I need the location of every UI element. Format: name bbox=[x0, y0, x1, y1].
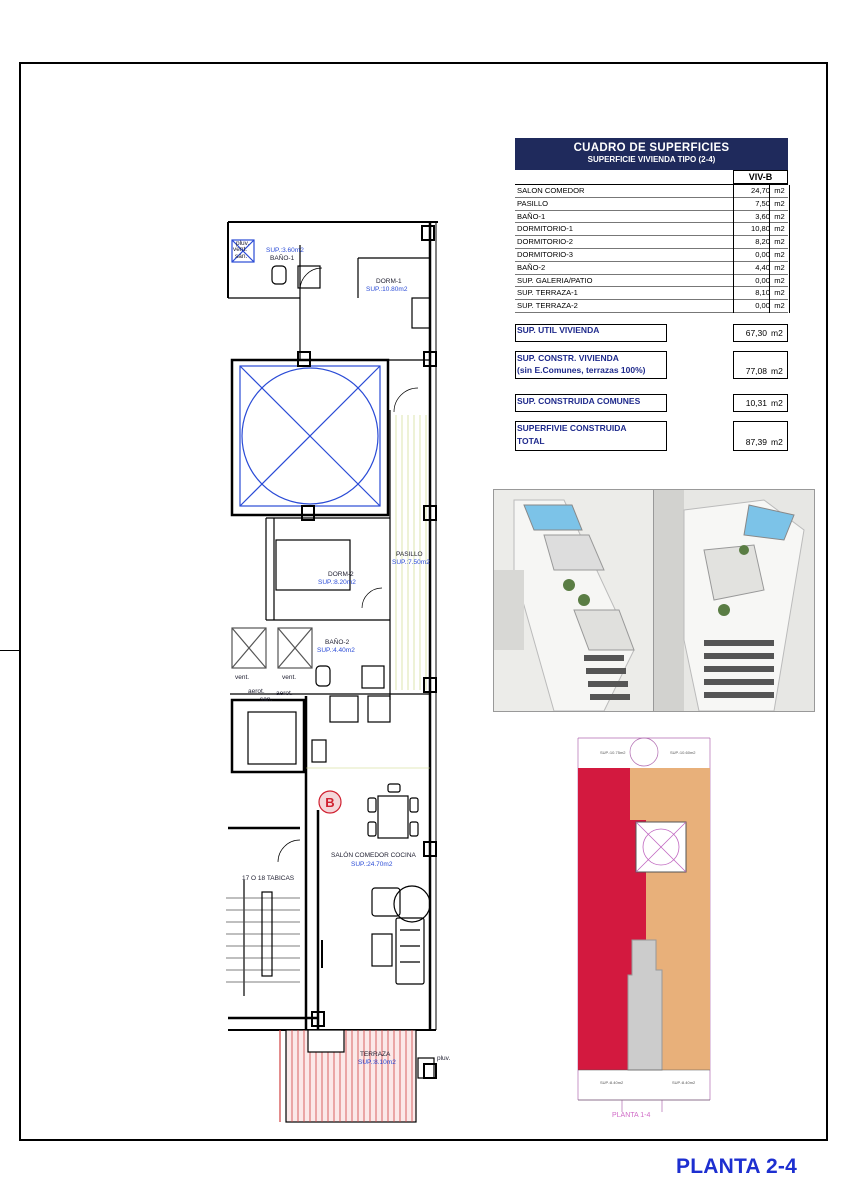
row-value: 10,80 bbox=[733, 223, 770, 236]
constr-value: 77,08 bbox=[745, 366, 767, 376]
table-title: CUADRO DE SUPERFICIES bbox=[573, 142, 730, 154]
row-label: BAÑO-1 bbox=[517, 211, 546, 221]
salon-label: SALÓN COMEDOR COCINA bbox=[331, 852, 416, 859]
san-label-1: san. bbox=[235, 253, 248, 260]
row-value: 4,40 bbox=[733, 262, 770, 275]
total-unit: m2 bbox=[771, 437, 783, 447]
row-label: DORMITORIO-3 bbox=[517, 249, 573, 259]
aerot-label-2: aerot. bbox=[276, 690, 293, 697]
keyplan-tiny-1: SUP.:10.75m2 bbox=[600, 750, 626, 755]
bano2-area: SUP.:4.40m2 bbox=[317, 647, 355, 654]
page-title: PLANTA 2-4 bbox=[676, 1155, 798, 1178]
dorm1-label: DORM-1 bbox=[376, 278, 402, 285]
keyplan-label: PLANTA 1-4 bbox=[612, 1112, 651, 1119]
constr-label-1: SUP. CONSTR. VIVIENDA bbox=[517, 353, 619, 363]
vent-label-3: vent. bbox=[282, 674, 297, 681]
row-unit: m2 bbox=[769, 211, 790, 224]
row-label: DORMITORIO-1 bbox=[517, 224, 573, 234]
dorm2-area: SUP.:8.20m2 bbox=[318, 579, 356, 586]
row-unit: m2 bbox=[769, 287, 790, 300]
row-value: 8,10 bbox=[733, 287, 770, 300]
dorm2-label: DORM-2 bbox=[328, 571, 354, 578]
pasillo-label: PASILLO bbox=[396, 551, 423, 558]
keyplan-tiny-3: SUP.:8.40m2 bbox=[600, 1080, 624, 1085]
vent-label-1: vent. bbox=[233, 246, 248, 253]
row-value: 0,00 bbox=[733, 249, 770, 262]
comunes-unit: m2 bbox=[771, 398, 783, 408]
util-value: 67,30 bbox=[745, 328, 767, 338]
util-label: SUP. UTIL VIVIENDA bbox=[517, 325, 600, 335]
comunes-label: SUP. CONSTRUIDA COMUNES bbox=[517, 396, 641, 406]
bano2-label: BAÑO-2 bbox=[325, 639, 350, 646]
row-unit: m2 bbox=[769, 198, 790, 211]
pasillo-area: SUP.:7.50m2 bbox=[392, 559, 430, 566]
row-value: 0,00 bbox=[733, 275, 770, 288]
san-label-2: san. bbox=[260, 696, 273, 703]
keyplan-tiny-2: SUP.:10.60m2 bbox=[670, 750, 696, 755]
row-label: PASILLO bbox=[517, 198, 549, 208]
row-unit: m2 bbox=[769, 249, 790, 262]
total-label-1: SUPERFIVIE CONSTRUIDA bbox=[517, 423, 627, 433]
salon-area: SUP.:24.70m2 bbox=[351, 861, 393, 868]
row-value: 8,20 bbox=[733, 236, 770, 249]
row-unit: m2 bbox=[769, 300, 790, 313]
row-unit: m2 bbox=[769, 275, 790, 288]
comunes-value: 10,31 bbox=[745, 398, 767, 408]
row-label: DORMITORIO-2 bbox=[517, 237, 573, 247]
terraza-area: SUP.:8.10m2 bbox=[358, 1059, 396, 1066]
constr-label-2: (sin E.Comunes, terrazas 100%) bbox=[517, 365, 646, 375]
row-value: 3,60 bbox=[733, 211, 770, 224]
row-label: BAÑO-2 bbox=[517, 262, 546, 272]
aerot-label-1: aerot. bbox=[248, 688, 265, 695]
terraza-label: TERRAZA bbox=[360, 1051, 391, 1058]
unit-letter: B bbox=[325, 795, 335, 810]
row-unit: m2 bbox=[769, 262, 790, 275]
tabicas-label: 17 O 18 TABICAS bbox=[242, 875, 295, 882]
constr-unit: m2 bbox=[771, 366, 783, 376]
row-unit: m2 bbox=[769, 223, 790, 236]
vent-label-2: vent. bbox=[235, 674, 250, 681]
row-unit: m2 bbox=[769, 236, 790, 249]
row-label: SUP. TERRAZA-1 bbox=[517, 288, 578, 298]
row-value: 24,70 bbox=[733, 185, 770, 198]
row-label: SUP. TERRAZA-2 bbox=[517, 301, 578, 311]
total-label-2: TOTAL bbox=[517, 436, 545, 446]
row-value: 7,50 bbox=[733, 198, 770, 211]
util-unit: m2 bbox=[771, 328, 783, 338]
row-value: 0,00 bbox=[733, 300, 770, 313]
dorm1-area: SUP.:10.80m2 bbox=[366, 286, 408, 293]
table-subtitle: SUPERFICIE VIVIENDA TIPO (2-4) bbox=[587, 155, 716, 164]
total-value: 87,39 bbox=[745, 437, 767, 447]
keyplan-tiny-4: SUP.:8.40m2 bbox=[672, 1080, 696, 1085]
bano1-label: BAÑO-1 bbox=[270, 255, 295, 262]
row-label: SALON COMEDOR bbox=[517, 186, 585, 195]
row-unit: m2 bbox=[769, 185, 790, 198]
bano1-area: SUP.:3.60m2 bbox=[266, 247, 304, 254]
pluv-label-2: pluv. bbox=[437, 1055, 451, 1062]
column-header: VIV-B bbox=[733, 170, 788, 184]
pluv-label-1: pluv. bbox=[236, 240, 250, 247]
row-label: SUP. GALERIA/PATIO bbox=[517, 275, 593, 285]
